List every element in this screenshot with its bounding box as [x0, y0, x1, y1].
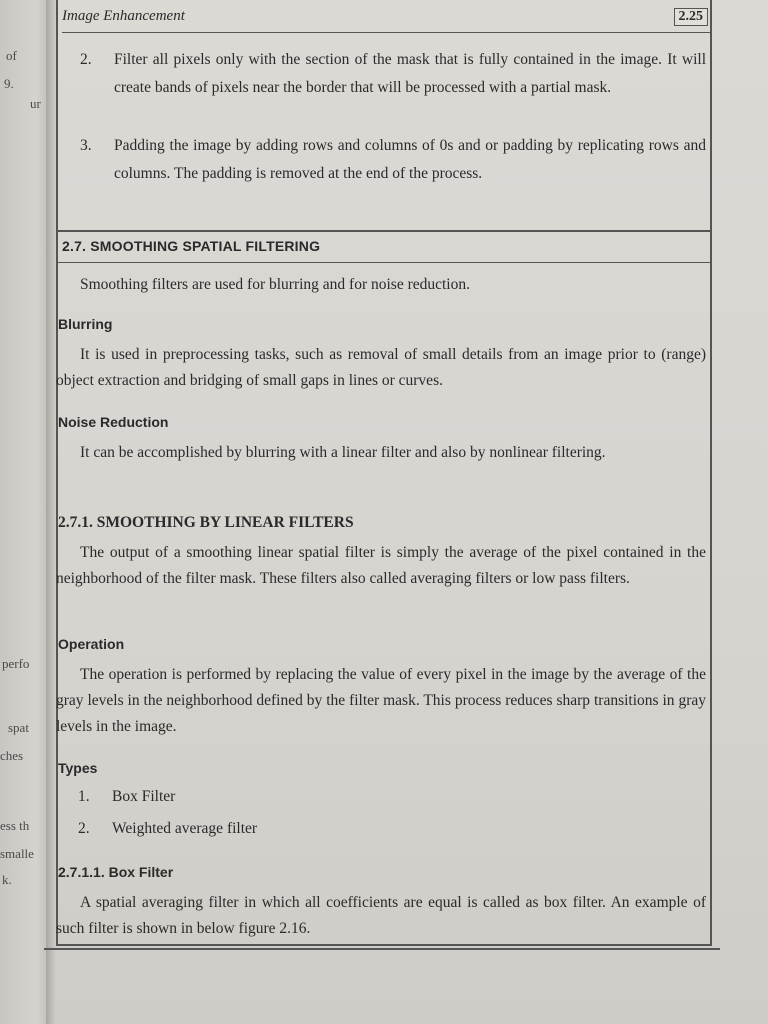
box-filter-text: A spatial averaging filter in which all coefficients are equal is called as box filter. An example of such filter is shown in below figure 2.16. [56, 894, 706, 937]
section-heading: 2.7. SMOOTHING SPATIAL FILTERING [62, 238, 321, 254]
linear-text: The output of a smoothing linear spatial filter is simply the average of the pixel contained in the neighborhood of the filter mask. These filters also called averaging filters or low pass filters. [56, 544, 706, 587]
list-text: Padding the image by adding rows and columns of 0s and or padding by replicating rows and columns. The padding is removed at the end of the process. [114, 137, 706, 182]
margin-fragment: 9. [4, 76, 14, 91]
noise-text: It can be accomplished by blurring with a linear filter and also by nonlinear filtering. [80, 444, 606, 461]
margin-fragment: ches [0, 748, 24, 763]
blurring-heading: Blurring [58, 316, 113, 332]
types-number: 1. [78, 788, 90, 805]
margin-fragment: k. [2, 872, 12, 887]
box-filter-heading: 2.7.1.1. Box Filter [58, 864, 174, 880]
blurring-text: It is used in preprocessing tasks, such as removal of small details from an image prior to (range) object extraction and bridging of small gaps in lines or curves. [56, 346, 706, 389]
linear-heading: 2.7.1. SMOOTHING BY LINEAR FILTERS [58, 514, 354, 531]
types-number: 2. [78, 820, 90, 837]
chapter-title: Image Enhancement [62, 8, 185, 24]
operation-text: The operation is performed by replacing the value of every pixel in the image by the average of the gray levels in the neighborhood defined by the filter mask. This process reduces sharp transitions in gray levels in the image. [56, 666, 706, 735]
operation-heading: Operation [58, 636, 125, 652]
types-item [78, 820, 257, 838]
list-item [80, 132, 706, 188]
types-text: Weighted average filter [112, 820, 258, 837]
book-page [56, 0, 768, 1024]
list-text: Filter all pixels only with the section of the mask that is fully contained in the image. It will create bands of pixels near the border that will be processed with a partial mask. [114, 51, 706, 96]
margin-fragment: ur [30, 96, 41, 111]
margin-fragment: of [6, 48, 17, 63]
margin-fragment: smalle [0, 846, 34, 861]
margin-fragment: ess th [0, 818, 30, 833]
types-heading: Types [58, 760, 98, 776]
section-intro: Smoothing filters are used for blurring and for noise reduction. [80, 276, 470, 293]
margin-fragment: spat [8, 720, 29, 735]
list-number: 3. [80, 137, 92, 154]
margin-fragment: perfo [2, 656, 30, 671]
facing-page-edge [0, 0, 52, 1024]
types-text: Box Filter [112, 788, 176, 805]
section-heading-bar [58, 230, 710, 263]
noise-heading: Noise Reduction [58, 414, 169, 430]
list-item [80, 46, 706, 102]
types-item [78, 788, 175, 806]
page-header [62, 6, 710, 33]
list-number: 2. [80, 51, 92, 68]
bottom-rule [44, 948, 720, 950]
page-number: 2.25 [674, 8, 709, 26]
